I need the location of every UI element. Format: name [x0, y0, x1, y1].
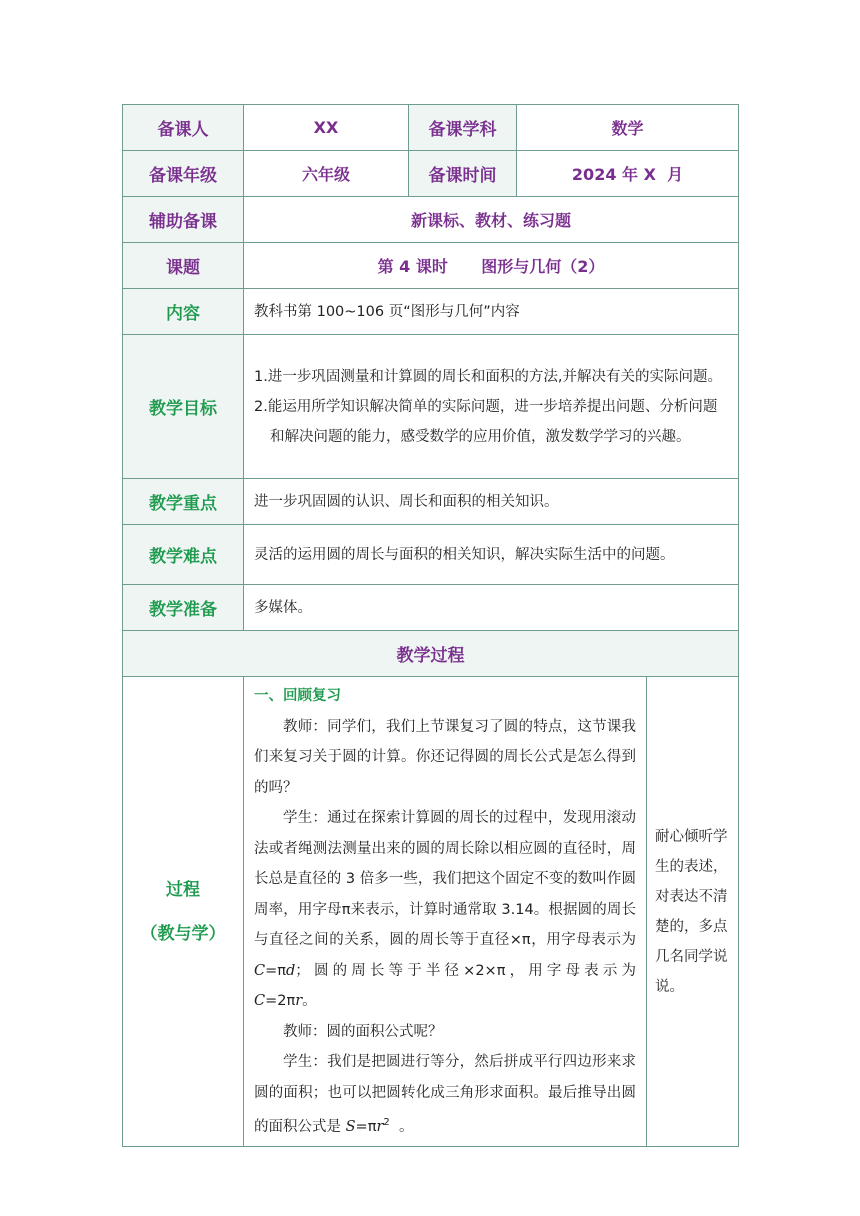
grade-label: 备课年级: [123, 151, 244, 197]
side-note: 耐心倾听学生的表述，对表达不清楚的，多点几名同学说说。: [647, 677, 739, 1147]
teacher-question-area: 教师：圆的面积公式呢？: [283, 1023, 443, 1040]
row-preparation: [123, 585, 739, 631]
process-label: [123, 677, 244, 1147]
goal-item: 2.能运用所学知识解决简单的实际问题，进一步培养提出问题、分析问题和解决问题的能力，感受数学的应用价值，激发数学学习的兴趣。: [254, 398, 718, 445]
formula-exponent: 2: [383, 1117, 390, 1128]
process-label-line1: 过程: [166, 879, 200, 900]
row-process: [123, 677, 739, 1147]
row-aux: [123, 197, 739, 243]
topic-value: 第 4 课时 图形与几何（2）: [244, 243, 739, 289]
row-process-title: [123, 631, 739, 677]
process-body: [244, 677, 647, 1147]
formula-var: r: [295, 993, 303, 1009]
goals-cell: [244, 335, 739, 479]
preparer-label: 备课人: [123, 105, 244, 151]
time-label: 备课时间: [409, 151, 517, 197]
goal-item: 1.进一步巩固测量和计算圆的周长和面积的方法,并解决有关的实际问题。: [254, 368, 722, 385]
process-label-line2: （教与学）: [140, 923, 226, 944]
difficulties-label: 教学难点: [123, 525, 244, 585]
formula-var: C: [254, 993, 266, 1009]
preparation-text: 多媒体。: [244, 585, 739, 631]
topic-label: 课题: [123, 243, 244, 289]
answer-text: 。: [389, 1118, 414, 1135]
formula-var: C: [254, 962, 266, 979]
aux-label: 辅助备课: [123, 197, 244, 243]
student-answer-area: [254, 1047, 636, 1142]
row-grade: [123, 151, 739, 197]
formula-text: =2π: [265, 993, 296, 1009]
section-title: 一、回顾复习: [254, 688, 341, 704]
row-goals: [123, 335, 739, 479]
lesson-plan-table: [122, 104, 739, 1147]
student-answer-circumference: [254, 803, 636, 1017]
answer-text: 学生：我们是把圆进行等分，然后拼成平行四边形来求圆的面积；也可以把圆转化成三角形求面积。最后推导出圆的面积公式是: [254, 1054, 636, 1135]
row-key-points: [123, 479, 739, 525]
key-points-text: 进一步巩固圆的认识、周长和面积的相关知识。: [244, 479, 739, 525]
answer-text: 学生：通过在探索计算圆的周长的过程中，发现用滚动法或者绳测法测量出来的圆的周长除以相应圆的直径时，周长总是直径的 3 倍多一些，我们把这个固定不变的数叫作圆周率，用字母π来表示，计算时通常取 3.14。根据圆的周长与直径之间的关系，圆的周长等于直径×π，用字母表示为: [254, 810, 636, 948]
process-title: 教学过程: [123, 631, 739, 677]
formula-text: =π: [355, 1118, 377, 1135]
time-value: 2024 年 X 月: [517, 151, 739, 197]
row-preparer: [123, 105, 739, 151]
key-points-label: 教学重点: [123, 479, 244, 525]
lesson-plan-sheet: [122, 104, 738, 1147]
row-topic: [123, 243, 739, 289]
grade-value: 六年级: [244, 151, 409, 197]
formula-var: r: [376, 1118, 384, 1135]
row-difficulties: [123, 525, 739, 585]
content-label: 内容: [123, 289, 244, 335]
subject-value: 数学: [517, 105, 739, 151]
goals-label: 教学目标: [123, 335, 244, 479]
difficulties-text: 灵活的运用圆的周长与面积的相关知识，解决实际生活中的问题。: [244, 525, 739, 585]
row-content: [123, 289, 739, 335]
formula-text: =π: [265, 962, 286, 979]
preparation-label: 教学准备: [123, 585, 244, 631]
content-text: 教科书第 100~106 页“图形与几何”内容: [244, 289, 739, 335]
answer-text: 。: [302, 993, 317, 1009]
preparer-value: XX: [244, 105, 409, 151]
formula-var: d: [286, 962, 296, 979]
aux-value: 新课标、教材、练习题: [244, 197, 739, 243]
answer-text: ；圆的周长等于半径×2×π，用字母表示为: [295, 962, 636, 979]
teacher-question: 教师：同学们，我们上节课复习了圆的特点，这节课我们来复习关于圆的计算。你还记得圆的周长公式是怎么得到的吗？: [254, 718, 636, 796]
formula-var: S: [345, 1118, 356, 1135]
subject-label: 备课学科: [409, 105, 517, 151]
